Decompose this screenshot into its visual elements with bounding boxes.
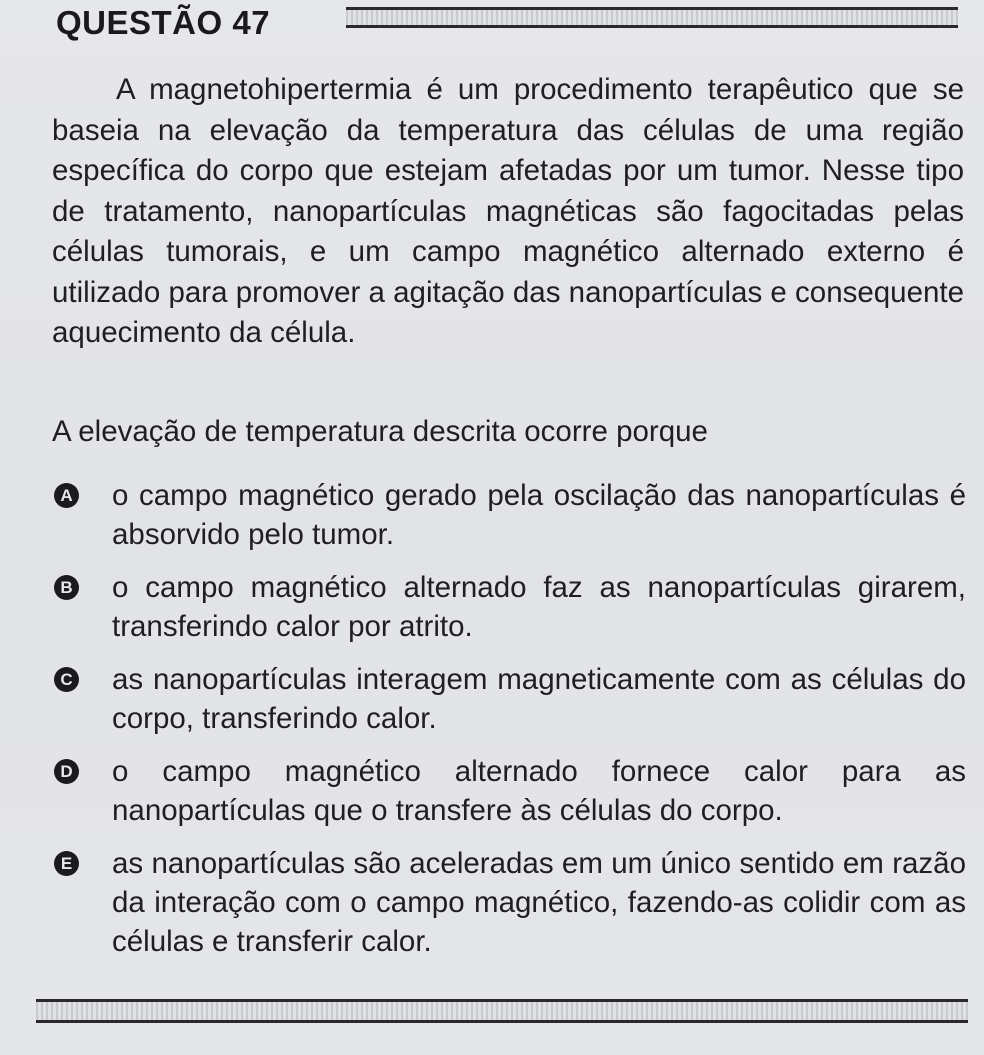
option-e[interactable] (50, 844, 966, 961)
question-prompt: A elevação de temperatura descrita ocorre porque (52, 415, 708, 448)
option-letter-badge: C (54, 667, 79, 692)
option-letter-badge: E (54, 851, 79, 876)
option-letter-badge: D (54, 759, 79, 784)
option-b[interactable] (50, 568, 966, 646)
option-d[interactable] (50, 752, 966, 830)
question-header (56, 2, 966, 46)
option-text: as nanopartículas interagem magneticamente com as células do corpo, transferindo calor. (112, 663, 966, 735)
question-title: QUESTÃO 47 (56, 4, 271, 41)
option-letter-badge: B (54, 575, 79, 600)
option-text: o campo magnético gerado pela oscilação das nanopartículas é absorvido pelo tumor. (112, 479, 966, 551)
header-rule (346, 7, 958, 28)
option-c[interactable] (50, 660, 966, 738)
option-text: as nanopartículas são aceleradas em um único sentido em razão da interação com o campo magnético, fazendo-as colidir com as células e transferir calor. (112, 847, 966, 958)
option-text: o campo magnético alternado faz as nanopartículas girarem, transferindo calor por atrito. (112, 571, 966, 643)
answer-options (50, 476, 966, 975)
option-text: o campo magnético alternado fornece calor para as nanopartículas que o transfere às células do corpo. (112, 755, 966, 827)
footer-rule (36, 999, 968, 1023)
question-stem: A magnetohipertermia é um procedimento terapêutico que se baseia na elevação da temperatura das células de uma região específica do corpo que estejam afetadas por um tumor. Nesse tipo de tratamento, nanopartículas magnéticas são fagocitadas pelas células tumorais, e um campo magnético alternado externo é utilizado para promover a agitação das nanopartículas e consequente aquecimento da célula. (52, 73, 964, 349)
option-letter-badge: A (54, 483, 79, 508)
option-a[interactable] (50, 476, 966, 554)
